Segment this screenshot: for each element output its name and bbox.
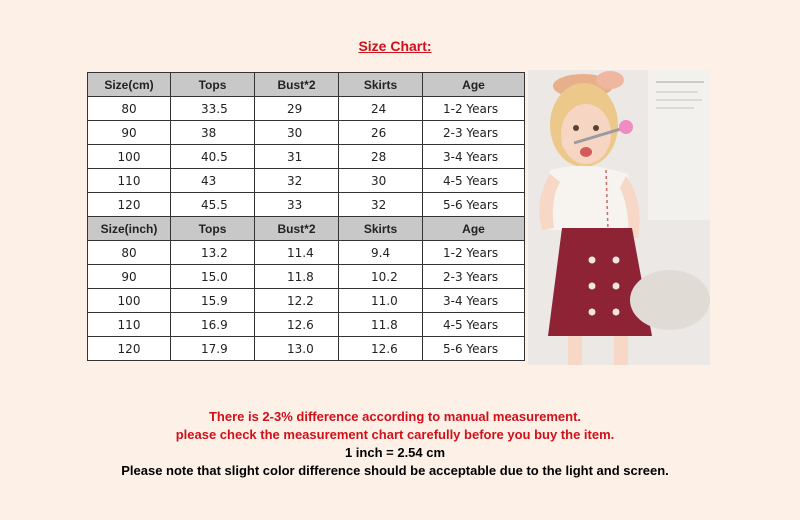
header-cell: Bust*2 xyxy=(255,217,339,241)
size-table xyxy=(87,72,525,361)
table-row xyxy=(88,97,525,121)
header-cell: Tops xyxy=(171,217,255,241)
table-cell: 15.0 xyxy=(171,265,255,289)
table-row xyxy=(88,193,525,217)
header-cell: Skirts xyxy=(339,217,423,241)
table-cell: 10.2 xyxy=(339,265,423,289)
girl-in-skirt-illustration xyxy=(528,70,710,365)
product-photo xyxy=(528,70,710,365)
table-cell: 3-4 Years xyxy=(423,145,525,169)
table-header-inch xyxy=(88,217,525,241)
measurement-notes xyxy=(0,408,790,480)
table-row xyxy=(88,169,525,193)
table-cell: 5-6 Years xyxy=(423,337,525,361)
table-cell: 2-3 Years xyxy=(423,121,525,145)
table-row xyxy=(88,145,525,169)
table-cell: 4-5 Years xyxy=(423,313,525,337)
table-cell: 1-2 Years xyxy=(423,97,525,121)
table-cell: 9.4 xyxy=(339,241,423,265)
table-cell: 33 xyxy=(255,193,339,217)
table-cell: 100 xyxy=(88,145,171,169)
table-cell: 32 xyxy=(255,169,339,193)
table-cell: 29 xyxy=(255,97,339,121)
header-cell: Age xyxy=(423,217,525,241)
table-cell: 1-2 Years xyxy=(423,241,525,265)
table-cell: 11.0 xyxy=(339,289,423,313)
table-cell: 43 xyxy=(171,169,255,193)
table-cell: 32 xyxy=(339,193,423,217)
table-cell: 11.8 xyxy=(339,313,423,337)
table-header-cm xyxy=(88,73,525,97)
table-row xyxy=(88,313,525,337)
note-inch-conversion: 1 inch = 2.54 cm xyxy=(344,445,446,460)
table-cell: 13.0 xyxy=(255,337,339,361)
size-chart-title: Size Chart: xyxy=(358,38,432,54)
table-cell: 90 xyxy=(88,265,171,289)
table-cell: 110 xyxy=(88,169,171,193)
note-check-chart: please check the measurement chart carefully before you buy the item. xyxy=(175,427,615,442)
table-cell: 11.8 xyxy=(255,265,339,289)
table-cell: 12.2 xyxy=(255,289,339,313)
table-cell: 100 xyxy=(88,289,171,313)
table-row xyxy=(88,265,525,289)
table-cell: 30 xyxy=(255,121,339,145)
note-color-difference: Please note that slight color difference should be acceptable due to the light and screen. xyxy=(121,463,669,478)
header-cell: Tops xyxy=(171,73,255,97)
table-cell: 120 xyxy=(88,193,171,217)
table-cell: 2-3 Years xyxy=(423,265,525,289)
table-cell: 38 xyxy=(171,121,255,145)
table-cell: 12.6 xyxy=(255,313,339,337)
table-cell: 28 xyxy=(339,145,423,169)
table-cell: 24 xyxy=(339,97,423,121)
table-cell: 30 xyxy=(339,169,423,193)
table-cell: 120 xyxy=(88,337,171,361)
table-cell: 17.9 xyxy=(171,337,255,361)
table-cell: 110 xyxy=(88,313,171,337)
table-cell: 15.9 xyxy=(171,289,255,313)
table-cell: 16.9 xyxy=(171,313,255,337)
table-cell: 5-6 Years xyxy=(423,193,525,217)
header-cell: Bust*2 xyxy=(255,73,339,97)
header-cell: Age xyxy=(423,73,525,97)
note-difference: There is 2-3% difference according to manual measurement. xyxy=(208,409,582,424)
table-cell: 33.5 xyxy=(171,97,255,121)
table-row xyxy=(88,337,525,361)
table-cell: 31 xyxy=(255,145,339,169)
table-cell: 90 xyxy=(88,121,171,145)
table-cell: 12.6 xyxy=(339,337,423,361)
table-cell: 4-5 Years xyxy=(423,169,525,193)
table-row xyxy=(88,121,525,145)
table-cell: 80 xyxy=(88,241,171,265)
table-cell: 40.5 xyxy=(171,145,255,169)
table-cell: 3-4 Years xyxy=(423,289,525,313)
header-cell: Size(cm) xyxy=(88,73,171,97)
table-cell: 11.4 xyxy=(255,241,339,265)
top-banner-cropped xyxy=(200,0,600,4)
header-cell: Skirts xyxy=(339,73,423,97)
table-row xyxy=(88,241,525,265)
table-cell: 26 xyxy=(339,121,423,145)
table-cell: 80 xyxy=(88,97,171,121)
table-cell: 13.2 xyxy=(171,241,255,265)
header-cell: Size(inch) xyxy=(88,217,171,241)
table-row xyxy=(88,289,525,313)
table-cell: 45.5 xyxy=(171,193,255,217)
